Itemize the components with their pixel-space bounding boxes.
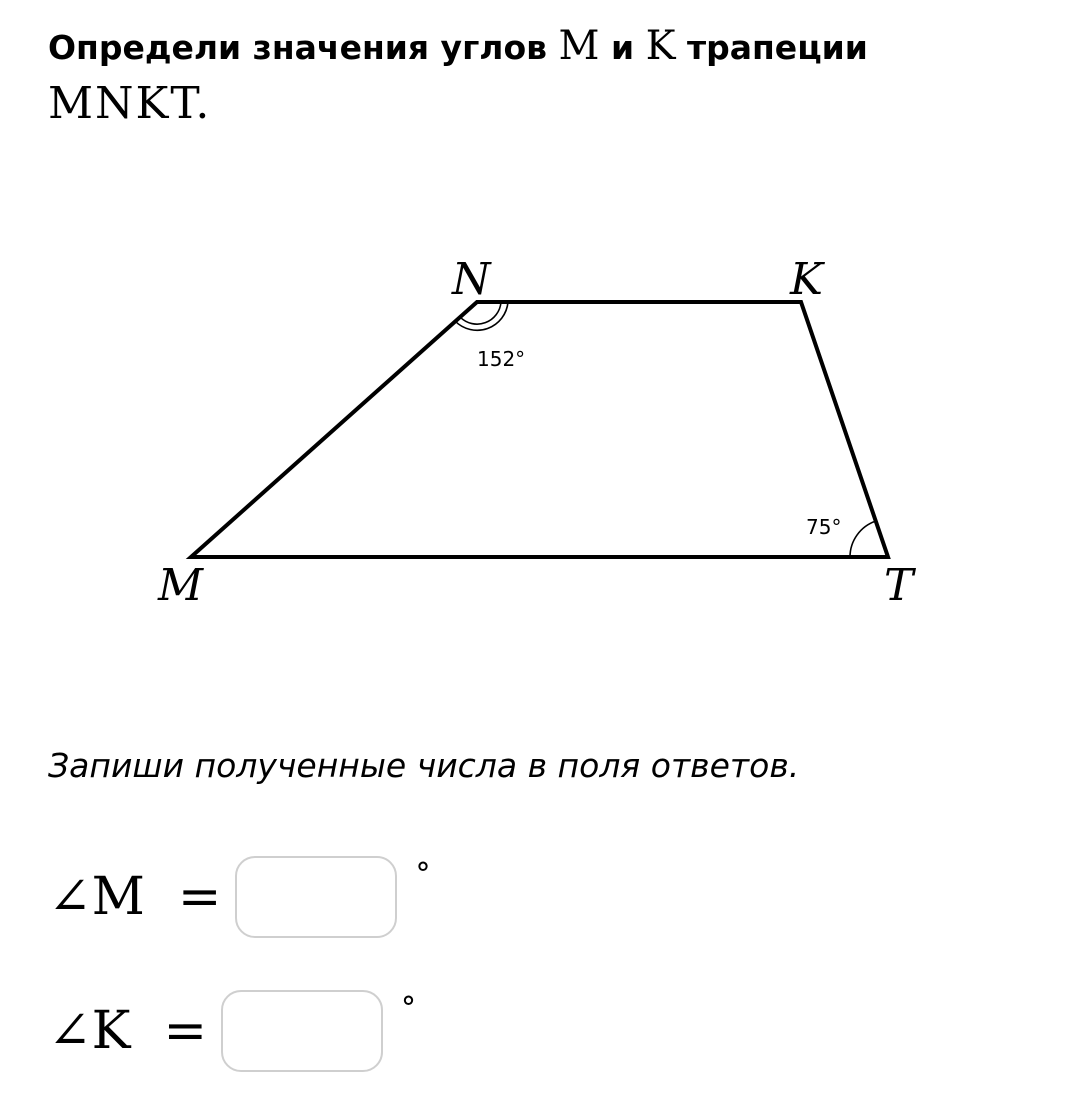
vertex-label-k: K xyxy=(790,254,823,305)
title-period: . xyxy=(195,78,212,129)
angle-k-degree-symbol: ° xyxy=(401,991,417,1026)
instruction-text: Запиши полученные числа в поля ответов. xyxy=(48,746,800,785)
title-text-2: и xyxy=(599,28,646,67)
angle-m-expression: ∠M = xyxy=(48,867,222,927)
title-var-m: M xyxy=(558,23,600,69)
vertex-label-m: M xyxy=(158,560,204,611)
angle-t-arc xyxy=(850,521,876,557)
vertex-label-t: T xyxy=(884,560,914,611)
angle-n-label: 152° xyxy=(477,347,526,371)
title-text-1: Определи значения углов xyxy=(48,28,559,67)
angle-m-input[interactable] xyxy=(235,856,397,938)
title-var-k: K xyxy=(645,23,676,69)
angle-t-label: 75° xyxy=(806,515,842,539)
title-text-3: трапеции xyxy=(675,28,868,67)
angle-m-degree-symbol: ° xyxy=(415,857,431,892)
trapezoid-shape xyxy=(191,302,888,557)
answer-row-angle-k xyxy=(48,989,416,1073)
answer-row-angle-m xyxy=(48,855,430,939)
angle-k-input[interactable] xyxy=(221,990,383,1072)
vertex-label-n: N xyxy=(452,254,491,305)
angle-k-expression: ∠K = xyxy=(48,1001,208,1061)
title-figure-name: MNKT xyxy=(48,78,196,129)
